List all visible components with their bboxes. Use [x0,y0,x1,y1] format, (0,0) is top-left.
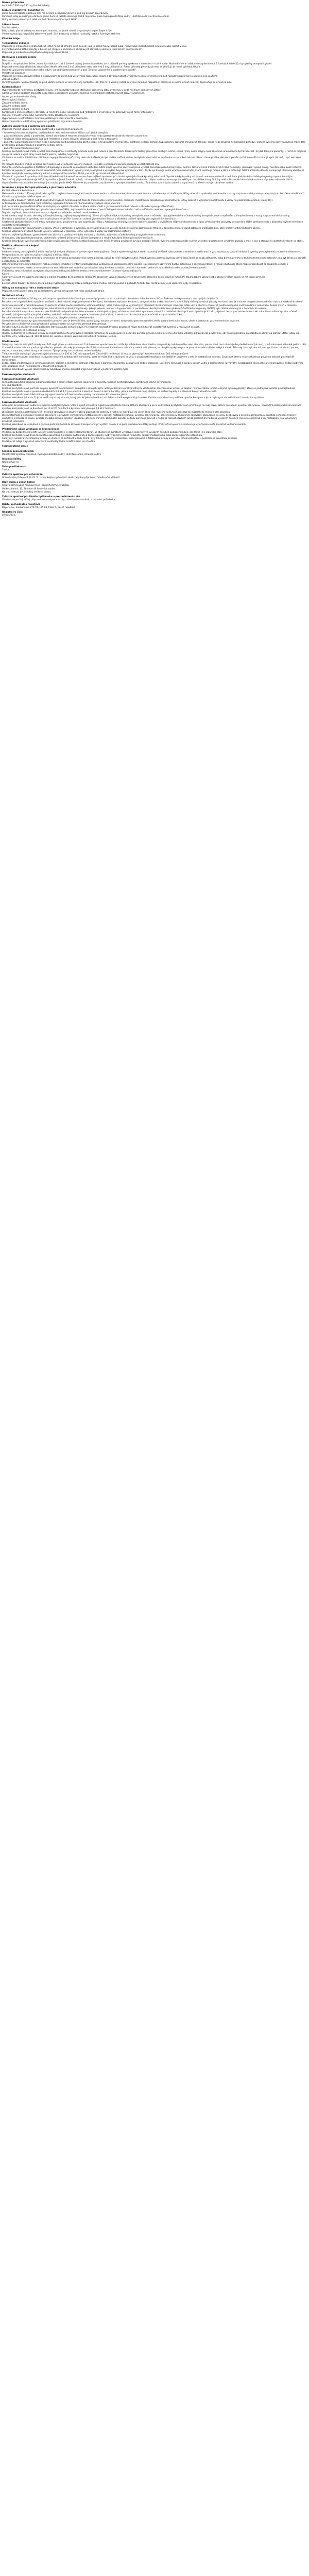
document-section [2,187,307,243]
section-heading: Složení kvalitativní i kvantitativní [2,9,44,12]
section-paragraph: Kombinace vyžadující zvláštní opatrnost [2,196,47,199]
document-section [2,374,307,377]
section-paragraph: Poruchy jater a žlučových cest: přechodné poškození jater se zvýšením jaterních transamináz. [2,323,107,326]
section-paragraph: Při nízkých dávkách snižuje kyselina acetylsalicylová vylučování kyseliny močové. To může u predisponovaných pacientů vyvolat záchvat dny. [2,163,160,166]
document-section [2,86,307,124]
section-paragraph: Salicyláty: toxicita salicylátů (dávky nad 100 mg/kg/den po dobu více než 2 dnů mohou vyvolat toxicitu) může být důsledkem chronického, terapeuticky indukovaného nebo akutního, potenciálně život ohrožujícího předávkování (otrava), které zahrnuje i náhodné požití u dětí. [2,343,307,346]
document-section [2,428,307,444]
document-section [2,503,307,510]
document-section [2,24,307,36]
section-paragraph: Kyselina acetylsalicylová patří do skupiny kyselých nesteroidních analgetik s analgetickými, antipyretickými a protizánětlivými vlastnostmi. Mechanismus účinku je založen na ireverzibilní inhibici enzymů cyklooxygenázy, které se podílejí na syntéze prostaglandinů. [2,387,296,390]
section-paragraph: Jedna šumivá tableta obsahuje 400 mg acidum acetylsalicylicum a 240 mg acidum ascorbicum. [2,12,109,15]
document-section [2,496,307,502]
section-paragraph: Hlášení podezření na nežádoucí účinky po registraci léčivého přípravku je důležité. Umožňuje to pokračovat ve sledování poměru přínosů a rizik léčivého přípravku. Žádáme zdravotnické pracovníky, aby hlásili podezření na nežádoucí účinky na adresu: Státní ústav pro kontrolu léčiv, Šrobárova 48, 100 41 Praha 10, webové stránky: www.sukl.cz/nahlasit-nezadouci-ucinek. [2,332,300,338]
section-heading: Fertilita, těhotenství a kojení [2,244,39,247]
section-paragraph: Kyselina acetylsalicylová může vyvolat bronchospasmus a záchvaty astmatu nebo jiné reakce z přecitlivělosti. Rizikovými faktory jsou dříve existující astma, senná rýma, nosní polypy nebo chronické onemocnění dýchacích cest. To platí také pro pacienty, u nichž se projevují alergické reakce na jiné látky (např. kožní reakce, svědění, kopřivka). [2,150,306,157]
section-paragraph: Kyselina askorbová: vysoké dávky kyseliny askorbové mohou způsobit průjem a zvýšené vylučování oxalátů močí. [2,368,129,371]
section-paragraph: Závažné selhání ledvin. [2,101,28,105]
section-paragraph: Vitamin C: u pacientů s predispozicí k tvorbě ledvinových kamenů se doporučuje zvýšená opatrnost při užívání vysokých dávek kyseliny askorbové. Vysoké dávky kyseliny askorbové mohou u pacientů s deficitem glukóza-6-fosfátdehydrogenázy vyvolat hemolýzu. [2,175,294,178]
section-heading: Předklinické údaje vztahující se k bezpečnosti [2,428,60,431]
section-paragraph: Pediatrická populace [2,72,25,75]
section-paragraph: – gastrointestinální vředy v anamnéze, včetně chronických nebo recidivujících vředů, nebo gastrointestinální krvácení v anamnéze; [2,134,148,138]
section-paragraph: Salicyláty a jejich metabolity přecházejí v malém množství do mateřského mléka. Při občasném užívání doporučených dávek není přerušení kojení obvykle nutné. Při dlouhodobém užívání nebo užívání vyšších dávek se má kojení přerušit. [2,276,266,279]
section-paragraph: Dospělí a dospívající od 16 let: jednotlivá dávka je 1 až 2 šumivé tablety. Jednotlivou dávku lze v případě potřeby opakovat v intervalech 4 až 8 hodin. Maximální denní dávka nemá přesáhnout 6 šumivých tablet (2,4 g kyseliny acetylsalicylové). [2,62,272,65]
section-paragraph: Hyperoxalurie a nefrolitiáza s tvorbou oxalátových konkrementů v anamnéze. [2,117,89,121]
section-paragraph: Poruchy ledvin a močových cest: poškození ledvin a akutní selhání ledvin. Při vysokých dávkách kyseliny askorbové může dojít k tvorbě oxalátových kamenů v močových cestách. [2,326,200,329]
document-body [2,9,307,517]
document-section [2,466,307,472]
document-section [2,450,307,456]
section-paragraph: Vzhled roztoku po rozpuštění tablety ve vodě: čirý, bezbarvý až lehce nažloutlý roztok s šumivým efektem. [2,32,121,36]
section-paragraph: Pacienti s poruchou funkce jater nebo ledvin: viz bod "Kontraindikace" a bod "Zvláštní upozornění a opatření pro použití". [2,69,137,72]
section-paragraph: Alkohol: zvýšené poškození gastrointestinální sliznice a prodloužení doby krvácení v důsledku aditivního účinku kyseliny acetylsalicylové a alkoholu. [2,233,166,236]
section-heading: Registrační číslo [2,511,23,514]
section-heading: Terapeutické indikace [2,42,29,45]
section-paragraph: – pacienti s poruchou funkce jater. [2,147,41,150]
section-paragraph: Přípravek nemá být užíván bez doporučení lékaře déle než 5 dnů při bolesti nebo déle než 3 dny při horečce. Pokud příznaky přetrvávají nebo se zhoršují, je nutné vyhledat lékaře. [2,65,201,69]
section-paragraph: Bayer s.r.o., Siemensova 2717/4, 155 00 Praha 5, Česká republika [2,506,75,509]
document-section [2,42,307,55]
section-heading: Interakce s jinými léčivými přípravky a jiné formy interakce [2,187,77,190]
section-paragraph: Pomocné látky se známým účinkem: jedna šumivá tableta obsahuje 466,4 mg sodíku (jako hydrogenuhličitan sodný, uhličitan sodný a citronan sodný). [2,15,170,19]
section-paragraph: Kyselina valproová: zvýšená toxicita kyseliny valproové v důsledku jejího vytěsnění z vazby na plazmatické proteiny. [2,230,131,233]
section-paragraph: Přípravek se nemá podávat dětem a dospívajícím do 16 let bez výslovného doporučení lékaře z důvodu možného výskytu Reyova syndromu (viz bod "Zvláštní upozornění a opatření pro použití"). [2,75,218,78]
section-paragraph: Digoxin: zvýšená plazmatická koncentrace digoxinu v důsledku snížené renální exkrece. [2,211,100,214]
document-header [2,2,307,8]
section-paragraph: Distribuce: kyselina acetylsalicylová i kyselina salicylová se značně váží na plazmatické proteiny a rychle se distribuují do všech částí těla. Kyselina salicylová přechází do mateřského mléka a přes placentu. [2,411,231,414]
section-paragraph: Poruchy nervového systému: závratě a tinitus jsou obvykle známkou předávkování. [2,316,95,319]
section-paragraph: Gastrointestinální poruchy: gastrointestinální poruchy, jako je bolest břicha, pálení žáhy, nauzea, zvracení, dyspepsie; gastrointestinální zánět, gastrointestinální eroze, vředy a perforace; gastrointestinální krvácení. [2,320,240,323]
section-paragraph: Poslední trimestr těhotenství (viz bod "Fertilita, těhotenství a kojení"). [2,114,80,117]
section-paragraph: Pacienti s deficitem glukóza-6-fosfátdehydrogenázy: u pacientů se závažným deficitem G6PD může kyselina acetylsalicylová vyvolat hemolýzu nebo hemolytickou anémii. Faktory, které mohou zvýšit riziko hemolýzy, jsou např. vysoké dávky, horečka nebo akutní infekce. [2,166,302,169]
section-paragraph: Přípravek má být užíván se zvláštní opatrností v následujících případech: [2,128,83,131]
section-paragraph: Stripy z laminované hliníkové fólie (papír/PE/Al/PE), krabička. [2,484,70,487]
section-paragraph: Kyselina askorbová (vitamin C) je ve vodě rozpustný vitamin, který působí jako antioxidant a kofaktor v řadě enzymatických reakcí. Kyselina askorbová se podílí na syntéze kolagenu a je nezbytná pro normální funkci imunitního systému. [2,397,265,400]
section-paragraph: 07/215/98-C [2,514,16,517]
section-paragraph: Perorální podání. Šumivé tablety se před užitím rozpustí ve sklenici vody (přibližně 150–250 ml) a vzniklý roztok se vypije ihned po rozpuštění. Přípravek se nemá užívat nalačno; doporučuje se užívat po jídle. [2,81,233,84]
section-paragraph: Dávkování [2,59,14,62]
document [0,0,309,520]
document-section [2,511,307,517]
section-paragraph: Akutní gastrointestinální vředy. [2,95,37,98]
document-section [2,56,307,84]
section-paragraph: Salicyláty vykazovaly teratogenní účinky ve studiích na zvířatech u řady druhů. Byly hlášeny poruchy implantace, embryotoxické a fetotoxické účinky a poruchy schopnosti učení u potomků po prenatální expozici. [2,437,238,440]
section-paragraph: Závažné selhání jater. [2,105,27,108]
section-paragraph: Metotrexát v dávkách nižších než 15 mg týdně: zvýšená hematologická toxicita metotrexátu (snížená renální clearance metotrexátu způsobená protizánětlivými léčivy obecně a vytěsnění metotrexátu z vazby na plazmatické proteiny salicyláty). [2,199,273,202]
section-paragraph: Velikost balení: 10, 20 nebo 40 šumivých tablet. [2,487,56,490]
section-paragraph: Chronická otrava salicyláty může být zákeřná, protože příznaky jsou nespecifické. Mírná chronická intoxikace salicyláty, neboli salicylismus, se obvykle vyskytuje pouze po opakovaném užívání velkých dávek. Příznaky zahrnují závratě, vertigo, tinitus, hluchotu, pocení, nauzeu a zvracení, bolest hlavy a zmatenost. Tyto příznaky lze zvládnout snížením dávky. [2,346,299,352]
section-paragraph: – pacienti s poruchou funkce ledvin nebo s poruchou kardiovaskulárního oběhu (např. renovaskulární onemocnění, městnavé srdeční selhání, hypovolemie, rozsáhlé chirurgické zákroky, sepse nebo závažné hemoragické příhody), protože kyselina acetylsalicylová může dále zvýšit riziko poškození ledvin a akutního selhání ledvin; [2,141,305,147]
document-section [2,401,307,427]
section-paragraph: Uchovávejte při teplotě do 25 °C. Uchovávejte v původním obalu, aby byl přípravek chráněn před vlhkostí. [2,477,121,480]
section-paragraph: Hypersenzitivita na kyselinu acetylsalicylovou, jiné salicyláty nebo na kteroukoli pomocnou látku uvedenou v bodě "Seznam pomocných látek". [2,89,162,92]
section-heading: Seznam pomocných látek [2,450,34,453]
document-section [2,38,307,41]
section-paragraph: 3 roky. [2,469,10,472]
section-paragraph: Šumivá tableta. [2,26,20,29]
section-heading: Dávkování a způsob podání [2,56,37,59]
section-paragraph: Kyselina acetylsalicylová byla dostatečně zkoumána z hlediska mutagenity a kancerogenity; nebyly zjištěny žádné relevantní důkazy mutagenního nebo kancerogenního potenciálu. [2,434,203,437]
document-section [2,445,307,448]
section-heading: Předávkování [2,340,19,343]
section-paragraph: Systémové glukokortikoidy, s výjimkou hydrokortizonu používaného jako substituční léčba u Addisonovy choroby: snížené hladiny salicylátů v krvi během léčby kortikosteroidy a riziko předávkování salicyláty po ukončení léčby kortikosteroidy v důsledku zvýšené eliminace salicylátů kortikosteroidy. [2,221,303,227]
section-paragraph: Biotransformace a eliminace: kyselina salicylová je převážně eliminována metabolismem v játrech; metabolity zahrnují kyselinu salicylurovou, salicylfenolový glukuronid, salicylacyl glukuronid, kyselinu gentisovou a kyselinu gentisurovou. Kinetika eliminace kyseliny salicylové je závislá na dávce, protože metabolismus je omezen kapacitou jaterních enzymů. Eliminační poločas se tedy pohybuje od 2 až 3 hodin po nízkých dávkách až do přibližně 15 hodin po vysokých dávkách. Kyselina salicylová a její metabolity jsou vylučovány převážně ledvinami. [2,414,298,423]
section-paragraph: Urikosurika, jako jsou benzbromaron, probenecid: snížený urikosurický účinek (kompetice o renální tubulární eliminaci kyseliny močové). [2,236,154,240]
section-paragraph: Hemochromatóza a další stavy spojené s přetížením organismu železem. [2,121,83,124]
document-title: Název přípravku [2,2,24,4]
section-paragraph: ATC kód: N02BA51 [2,384,23,387]
section-paragraph: Hemoragická diatéza. [2,98,26,101]
section-paragraph: Předklinický bezpečnostní profil kyseliny acetylsalicylové je dobře zdokumentován. Ve studiích na zvířatech vyvolávaly salicyláty ve vysokých dávkách poškození ledvin, ale žádné jiné organické léze. [2,431,222,434]
section-heading: Farmakodynamické vlastnosti [2,378,40,381]
section-heading: Farmakologické vlastnosti [2,373,35,376]
section-paragraph: Přípravek nemá žádný nebo má zanedbatelný vliv na schopnost řídit nebo obsluhovat stroje. [2,290,105,293]
document-section [2,295,307,338]
section-heading: Účinky na schopnost řídit a obsluhovat stroje [2,287,59,290]
section-heading: Léková forma [2,23,19,26]
section-heading: Kontraindikace [2,86,21,89]
section-heading: Držitel rozhodnutí o registraci [2,503,40,506]
section-paragraph: Vzhledem ke svému inhibičnímu účinku na agregaci trombocytů, který přetrvává několik dní po podání, může kyselina acetylsalicylová vést ke zvýšenému sklonu ke krvácení během chirurgického zákroku a po něm (včetně menších chirurgických zákroků, např. extrakce zubů). [2,157,301,163]
section-paragraph: Během prvního a druhého trimestru těhotenství se kyselina acetylsalicylová nemá podávat, pokud to není nezbytně nutné. Pokud kyselinu acetylsalicylovou užívá žena, která se snaží otěhotnět, nebo během prvního a druhého trimestru těhotenství, má být dávka co nejnižší a doba léčby co nejkratší. [2,257,306,263]
document-header-lines [2,5,307,8]
section-paragraph: Tinitus se může objevit při plazmatických koncentracích 150 až 300 mikrogramů/ml. Závažnější nežádoucí účinky se objevují při koncentracích nad 300 mikrogramů/ml. [2,352,189,355]
document-section [2,245,307,285]
section-paragraph: Kyselina acetylsalicylová v perorálních dávkách 0,3 až 1,0 g se používá k úlevě od bolesti a mírné horečky, jako je nachlazení nebo chřipka, ke snížení teploty a k úlevě od bolesti kloubů a svalů. [2,390,217,393]
section-paragraph: Všechen nepoužitý léčivý přípravek nebo odpad musí být zlikvidován v souladu s místními požadavky. [2,498,115,501]
section-heading: Farmakokinetické vlastnosti [2,401,38,404]
section-paragraph: Metotrexát v dávkách 15 mg týdně nebo vyšších: zvýšená hematologická toxicita metotrexátu (snížená renální clearance metotrexátu způsobená protizánětlivými léčivy obecně a vytěsnění metotrexátu z vazby na plazmatické proteiny salicyláty) (viz bod "Kontraindikace"). [2,193,305,196]
section-paragraph: Úplný seznam pomocných látek viz bod "Seznam pomocných látek". [2,19,78,22]
section-paragraph: – hypersenzitivita na analgetika, protizánětlivá nebo antirevmatická léčiva a při jiných alergiích; [2,131,109,134]
section-paragraph: Hlavním znakem akutní intoxikace je závažné narušení acidobazické rovnováhy, které se může lišit v závislosti na věku a závažnosti intoxikace; nejčastějším projevem u dětí je metabolická acidóza. Závažnost otravy nelze odhadnout pouze na základě plazmatické koncentrace. [2,356,295,362]
section-heading: Druh obalu a obsah balení [2,481,35,484]
document-section [2,481,307,494]
section-paragraph: Předklinické údaje o kyselině askorbové neodhalily žádné zvláštní riziko pro člověka. [2,440,96,444]
section-paragraph: Monohydrát kyseliny citronové, hydrogenuhličitan sodný, uhličitan sodný, citronan sodný. [2,453,101,456]
section-paragraph: Farmakoterapeutická skupina: ostatní analgetika a antipyretika; kyselina salicylová a deriváty, kyselina acetylsalicylová, kombinace kromě psycholeptik. [2,381,171,384]
section-paragraph: Antidiabetika, např. inzulin, deriváty sulfonylmočoviny: zvýšený hypoglykemický účinek při vyšších dávkách kyseliny acetylsalicylové v důsledku hypoglykemického účinku kyseliny acetylsalicylové a vytěsnění sulfonylmočoviny z vazby na plazmatické proteiny. [2,215,290,217]
section-paragraph: Níže uvedené nežádoucí účinky jsou založeny na spontánních hlášeních po uvedení přípravku na trh a zahrnují krátkodobou i dlouhodobou léčbu. Frekvenci výskytu nelze z dostupných údajů určit. [2,298,219,301]
section-heading: Klinické údaje [2,37,20,40]
section-paragraph: Přípravek je indikován u dospělých a dospívajících od 16 let. [2,52,69,55]
section-paragraph: Neuplatňuje se. [2,461,20,464]
section-heading: Inkompatibility [2,457,21,461]
document-section [2,378,307,400]
section-heading: Doba použitelnosti [2,465,26,468]
section-paragraph: Na trhu nemusí být všechny velikosti balení. [2,490,52,494]
section-paragraph: Jiná nesteroidní protizánětlivá léčiva se salicyláty ve vyšších dávkách: zvýšené riziko vředů a gastrointestinálního krvácení v důsledku synergického účinku. [2,205,175,208]
section-paragraph: Existují určité důkazy, že léčiva, která inhibují cyklooxygenázu/syntézu prostaglandinů, mohou ovlivnit ovulaci a poškodit fertilitu žen. Tento účinek je po ukončení léčby reverzibilní. [2,282,202,285]
section-paragraph: Kyselina askorbová se vstřebává z gastrointestinálního traktu aktivním transportem; při vyšších dávkách se podíl absorbované látky snižuje. Přebytečná kyselina askorbová je vylučována močí, částečně ve formě oxalátů. [2,423,247,426]
document-section [2,458,307,464]
section-paragraph: Inhibitory angiotenzin konvertujícího enzymu (ACE) v kombinaci s kyselinou acetylsalicylovou ve vyšších dávkách: snížená glomerulární filtrace v důsledku inhibice vazodilatačních prostaglandinů. Dále snížený antihypertenzní účinek. [2,227,261,230]
document-section [2,9,307,22]
section-paragraph: Hlášení podezření na nežádoucí účinky [2,329,45,332]
document-subtitle-line: Aspirin® C 400 mg/240 mg šumivé tablety [2,5,50,8]
document-section [2,125,307,185]
section-paragraph: Pediatrická populace: existuje možná souvislost mezi podáváním kyseliny acetylsalicylové a výskytem Reyova syndromu u dětí. Reyův syndrom je velmi vzácné onemocnění, které postihuje mozek a játra a může být fatální. Z tohoto důvodu nemají být přípravky obsahující kyselinu acetylsalicylovou podávány dětem a dospívajícím mladším 16 let, pokud to výslovně neindikuje lékař. [2,169,304,175]
section-paragraph: Diuretika v kombinaci s kyselinou acetylsalicylovou ve vyšších dávkách: snížená glomerulární filtrace v důsledku snížené syntézy prostaglandinů v ledvinách. [2,218,177,221]
section-paragraph: Antikoagulancia, trombolytika / jiné inhibitory agregace trombocytů / hemostatika: zvýšené riziko krvácení. [2,202,121,205]
section-paragraph: Kontraindikované kombinace [2,190,35,193]
section-paragraph: Kyselina acetylsalicylová také inhibuje agregaci trombocytů blokováním syntézy tromboxanu A2 v trombocytech. [2,394,128,397]
section-paragraph: V důsledku toho je kyselina acetylsalicylová kontraindikována během třetího trimestru těhotenství (viz bod "Kontraindikace"). [2,269,142,273]
section-paragraph: Selektivní inhibitory zpětného vychytávání serotoninu (SSRI): zvýšené riziko krvácení z horní části gastrointestinálního traktu v důsledku možného synergického účinku. [2,208,188,211]
section-heading: Farmaceutické údaje [2,445,28,448]
section-paragraph: Způsob podání [2,78,19,81]
section-heading: Zvláštní opatření pro uchovávání [2,473,44,477]
section-paragraph: Absorpce: po perorálním podání se kyselina acetylsalicylová rychle a úplně vstřebává z gastrointestinálního traktu. Během absorpce a po ní se kyselina acetylsalicylová přeměňuje na svůj hlavní aktivní metabolit, kyselinu salicylovou. Maximální plazmatické koncentrace kyseliny acetylsalicylové je dosaženo po 10 až 20 minutách a kyseliny salicylové po 0,3 až 2 hodinách. [2,404,301,411]
section-paragraph: Kojení [2,273,9,276]
document-section [2,287,307,293]
section-paragraph: Kyselina askorbová: kyselina askorbová může zvýšit absorpci hliníku z antacid obsahujících hliník; kyselina askorbová zvyšuje absorpci železa. Kyselina askorbová může ovlivnit výsledky laboratorních vyšetření glukózy v moči a krvi a stanovení okultního krvácení ve stolici. [2,240,304,243]
section-paragraph: Těhotenství [2,247,15,250]
section-paragraph: Poruchy imunitního systému: reakce z přecitlivělosti s odpovídajícími laboratorními a klinickými projevy, včetně astmatického syndromu, mírných až středně závažných reakcí postihujících kůži, dýchací cesty, gastrointestinální trakt a kardiovaskulární systém, včetně příznaků, jako jsou vyrážka, kopřivka, edém, svědění, rinitida, nosní kongesce, kardiorespirační tíseň, a velmi vzácně závažné reakce včetně anafylaktického šoku. [2,310,297,316]
section-paragraph: Bílé, kulaté, ploché tablety se zkosenými hranami, na jedné straně s vyraženým logem Bayer kříže. [2,29,112,32]
section-paragraph: – současná léčba antikoagulancii (viz bod "Interakce s jinými léčivými přípravky a jiné formy interakce"); [2,138,118,141]
section-paragraph: Kombinace s metotrexátem v dávkách 15 mg týdně nebo vyšších (viz bod "Interakce s jinými léčivými přípravky a jiné formy interakce"). [2,111,154,114]
section-heading: Zvláštní opatření pro likvidaci přípravku a pro zacházení s ním [2,495,80,498]
document-section [2,473,307,480]
document-section [2,341,307,372]
section-paragraph: Léčba: léčba předávkování je určena rozsahem, stádiem a klinickými příznaky intoxikace a zahrnuje standardní postupy pro snížení absorpce, urychlení eliminace a úpravu poruch vodní a elektrolytové rovnováhy, acidobazické rovnováhy a termoregulace. Podání aktivního uhlí, alkalizace moči, hemodialýza v závažných případech. [2,362,304,368]
section-paragraph: K symptomatické léčbě horečky a bolesti při chřipce a nachlazení, chřipkových stavech a akutních respiračních onemocněních. [2,48,143,52]
section-paragraph: Přípravek je indikován k symptomatické léčbě mírné až středně silné bolesti, jako je bolest hlavy, bolest zubů, menstruační bolest, bolest svalů a kloubů, bolest v krku. [2,45,187,48]
section-paragraph: Tento léčivý přípravek obsahuje 466,4 mg sodíku v jedné šumivé tabletě, což odpovídá 23,3 % doporučeného maximálního denního příjmu sodíku potravou podle WHO pro dospělého, který činí 2 g sodíku. Maximální denní dávka tohoto přípravku odpovídá 140 % doporučeného maximálního denního příjmu sodíku podle WHO. Přípravek je považován za přípravek s vysokým obsahem sodíku. To je třeba vzít v úvahu zejména u pacientů na dietě s nízkým obsahem sodíku. [2,178,293,185]
section-paragraph: Inhibice syntézy prostaglandinů může nepříznivě ovlivnit těhotenství a/nebo vývoj embrya/plodu. Data z epidemiologických studií naznačují zvýšené riziko potratu a srdečních malformací a gastroschízy po užívání inhibitorů syntézy prostaglandinů v časném těhotenství. Předpokládá se, že riziko se zvyšuje s dávkou a délkou léčby. [2,251,301,257]
section-paragraph: Závažné srdeční selhání. [2,108,30,111]
section-heading: Zvláštní upozornění a opatření pro použití [2,125,55,128]
section-paragraph: Fertilita [2,279,11,282]
section-heading: Nežádoucí účinky [2,295,24,298]
section-paragraph: Během třetího trimestru těhotenství mohou všechny inhibitory syntézy prostaglandinů vystavit plod kardiopulmonální toxicitě (s předčasným uzavřením ductus arteriosus a plicní hypertenzí) a renální dysfunkci, která může progredovat do renálního selhání s oligohydramnionem; matku a novorozence na konci těhotenství možnému prodloužení doby krvácení a inhibici děložních kontrakcí vedoucí k opožděnému nebo prodlouženému porodu. [2,263,288,269]
section-paragraph: Poruchy krve a lymfatického systému: zvýšené riziko krvácení, např. perioperační krvácení, hematomy, epistaxe, krvácení z urogenitálního traktu, krvácení z dásní. Byly hlášeny závažné případy krvácení, jako je krvácení do gastrointestinálního traktu a mozkové krvácení (zvláště u pacientů s nekontrolovanou hypertenzí a/nebo současnou léčbou antihemostatiky), které mohou být ve výjimečných případech život ohrožující. Krvácení může vést k akutní a chronické posthemoragické anémii/anémii z nedostatku železa (např. v důsledku okultního mikrokrvácení) s odpovídajícími laboratorními a klinickými příznaky, jako je astenie, bledost a hypoperfuze. U pacientů se závažným deficitem glukóza-6-fosfátdehydrogenázy (G6PD) byla hlášena hemolýza a hemolytická anémie. [2,301,303,310]
section-paragraph: Astma vyvolané podáním salicylátů nebo látek s podobným účinkem, zejména nesteroidních protizánětlivých léčiv, v anamnéze. [2,92,145,95]
